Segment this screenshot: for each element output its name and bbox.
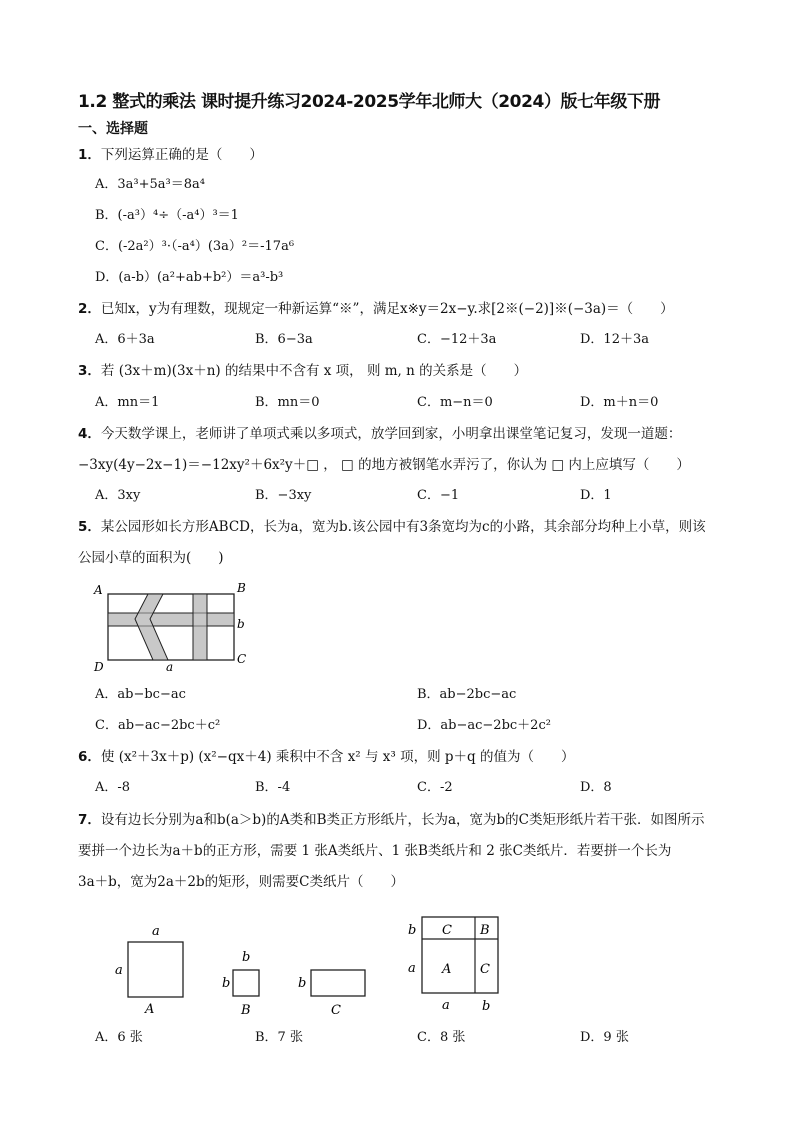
- question-2-option-b[interactable]: B．6−3a: [255, 332, 313, 347]
- question-6-option-a[interactable]: A．-8: [95, 780, 131, 795]
- question-7-option-a[interactable]: A．6 张: [95, 1030, 143, 1045]
- question-1-number: 1．: [78, 147, 101, 163]
- question-6-option-b[interactable]: B．-4: [255, 780, 291, 795]
- label-B: B: [237, 581, 246, 595]
- composite-c-right: C: [480, 962, 490, 977]
- question-5-stem-line2: 公园小草的面积为( ): [78, 550, 224, 566]
- question-4-number: 4．: [78, 426, 101, 442]
- question-2-number: 2．: [78, 301, 101, 317]
- question-2-option-a[interactable]: A．6＋3a: [95, 332, 155, 347]
- composite-square: [408, 917, 498, 1014]
- composite-side-b: b: [408, 923, 417, 938]
- question-4-stem-line2: −3xy(4y−2x−1)＝−12xy²＋6x²y＋□ ， □ 的地方被钢笔水弄污了，你认为 □ 内上应填写（ ）: [78, 457, 690, 473]
- question-5-option-d[interactable]: D．ab−ac−2bc＋2c²: [417, 718, 551, 733]
- question-1-option-c[interactable]: C．(-2a²）³·（-a⁴）(3a）²＝-17a⁶: [95, 239, 295, 254]
- tile-figure: [100, 910, 520, 1020]
- composite-b: B: [480, 923, 490, 938]
- question-5-option-a[interactable]: A．ab−bc−ac: [95, 687, 186, 702]
- question-2-option-d[interactable]: D．12＋3a: [580, 332, 649, 347]
- composite-a: A: [442, 962, 452, 977]
- question-6-option-d[interactable]: D．8: [580, 780, 612, 795]
- question-1-option-b[interactable]: B．(-a³）⁴÷（-a⁴）³＝1: [95, 208, 239, 223]
- question-5-option-b[interactable]: B．ab−2bc−ac: [417, 687, 517, 702]
- question-4-option-b[interactable]: B．−3xy: [255, 488, 312, 503]
- question-7-stem: 7．设有边长分别为a和b(a＞b)的A类和B类正方形纸片，长为a，宽为b的C类矩形纸片若干张．如图所示: [78, 812, 705, 828]
- square-b-top-label: b: [242, 950, 251, 965]
- composite-bottom-a: a: [442, 998, 450, 1013]
- square-b-name: B: [241, 1003, 251, 1018]
- square-a-side-label: a: [115, 963, 123, 978]
- question-5-number: 5．: [78, 519, 101, 535]
- label-A: A: [94, 583, 103, 597]
- question-6-option-c[interactable]: C．-2: [417, 780, 453, 795]
- question-2-stem: 2．已知x，y为有理数，现规定一种新运算“※”，满足x※y＝2x−y.求[2※(−2)]※(−3a)＝（ ）: [78, 301, 674, 317]
- question-1-option-d[interactable]: D．(a-b）(a²+ab+b²）＝a³-b³: [95, 270, 284, 285]
- park-figure: [88, 578, 258, 674]
- question-7-option-b[interactable]: B．7 张: [255, 1030, 303, 1045]
- question-7-option-c[interactable]: C．8 张: [417, 1030, 466, 1045]
- question-7-number: 7．: [78, 812, 101, 828]
- square-a-top-label: a: [152, 924, 160, 939]
- label-a: a: [166, 660, 174, 674]
- park-rectangle: [108, 594, 234, 660]
- question-4-option-c[interactable]: C．−1: [417, 488, 460, 503]
- question-4-option-a[interactable]: A．3xy: [95, 488, 141, 503]
- question-1-option-a[interactable]: A．3a³+5a³＝8a⁴: [95, 177, 205, 192]
- question-3-option-d[interactable]: D．m＋n＝0: [580, 395, 659, 410]
- question-3-option-b[interactable]: B．mn＝0: [255, 395, 320, 410]
- vertical-path: [193, 594, 207, 660]
- question-5-stem: 5．某公园形如长方形ABCD，长为a，宽为b.该公园中有3条宽均为c的小路，其余部分均种上小草，则该: [78, 519, 706, 535]
- question-3-option-a[interactable]: A．mn＝1: [95, 395, 160, 410]
- label-D: D: [94, 660, 104, 674]
- composite-c-top: C: [442, 923, 452, 938]
- square-b-tile: [222, 950, 259, 1018]
- composite-side-a: a: [408, 961, 416, 976]
- question-6-number: 6．: [78, 749, 101, 765]
- question-6-stem: 6．使 (x²＋3x＋p) (x²−qx＋4) 乘积中不含 x² 与 x³ 项，则 p＋q 的值为（ ）: [78, 749, 575, 765]
- label-C: C: [237, 652, 247, 666]
- square-b-side-label: b: [222, 976, 231, 991]
- question-7-option-d[interactable]: D．9 张: [580, 1030, 629, 1045]
- section-heading: 一、选择题: [78, 121, 148, 137]
- question-7-stem-line3: 3a＋b，宽为2a＋2b的矩形，则需要C类纸片（ ）: [78, 874, 404, 890]
- horizontal-path: [108, 613, 234, 626]
- square-a-tile: [115, 924, 183, 1017]
- question-7-stem-line2: 要拼一个边长为a＋b的正方形，需要 1 张A类纸片、1 张B类纸片和 2 张C类纸片．若要拼一个长为: [78, 843, 672, 859]
- document-title: 1.2 整式的乘法 课时提升练习2024-2025学年北师大（2024）版七年级下册: [78, 92, 661, 112]
- rectangle-c-tile: [298, 970, 365, 1018]
- label-b: b: [237, 617, 245, 631]
- question-3-number: 3．: [78, 363, 101, 379]
- question-5-option-c[interactable]: C．ab−ac−2bc＋c²: [95, 718, 221, 733]
- composite-bottom-b: b: [482, 999, 491, 1014]
- question-1-stem: 1．下列运算正确的是（ ）: [78, 147, 263, 163]
- square-a-name: A: [145, 1002, 155, 1017]
- rectangle-c-name: C: [331, 1003, 341, 1018]
- question-2-option-c[interactable]: C．−12＋3a: [417, 332, 497, 347]
- rectangle-c-side-label: b: [298, 976, 307, 991]
- question-4-stem: 4．今天数学课上，老师讲了单项式乘以多项式，放学回到家，小明拿出课堂笔记复习，发现一道题：: [78, 426, 682, 442]
- question-4-option-d[interactable]: D．1: [580, 488, 612, 503]
- question-3-option-c[interactable]: C．m−n＝0: [417, 395, 493, 410]
- question-3-stem: 3．若 (3x＋m)(3x＋n) 的结果中不含有 x 项， 则 m, n 的关系是（ ）: [78, 363, 528, 379]
